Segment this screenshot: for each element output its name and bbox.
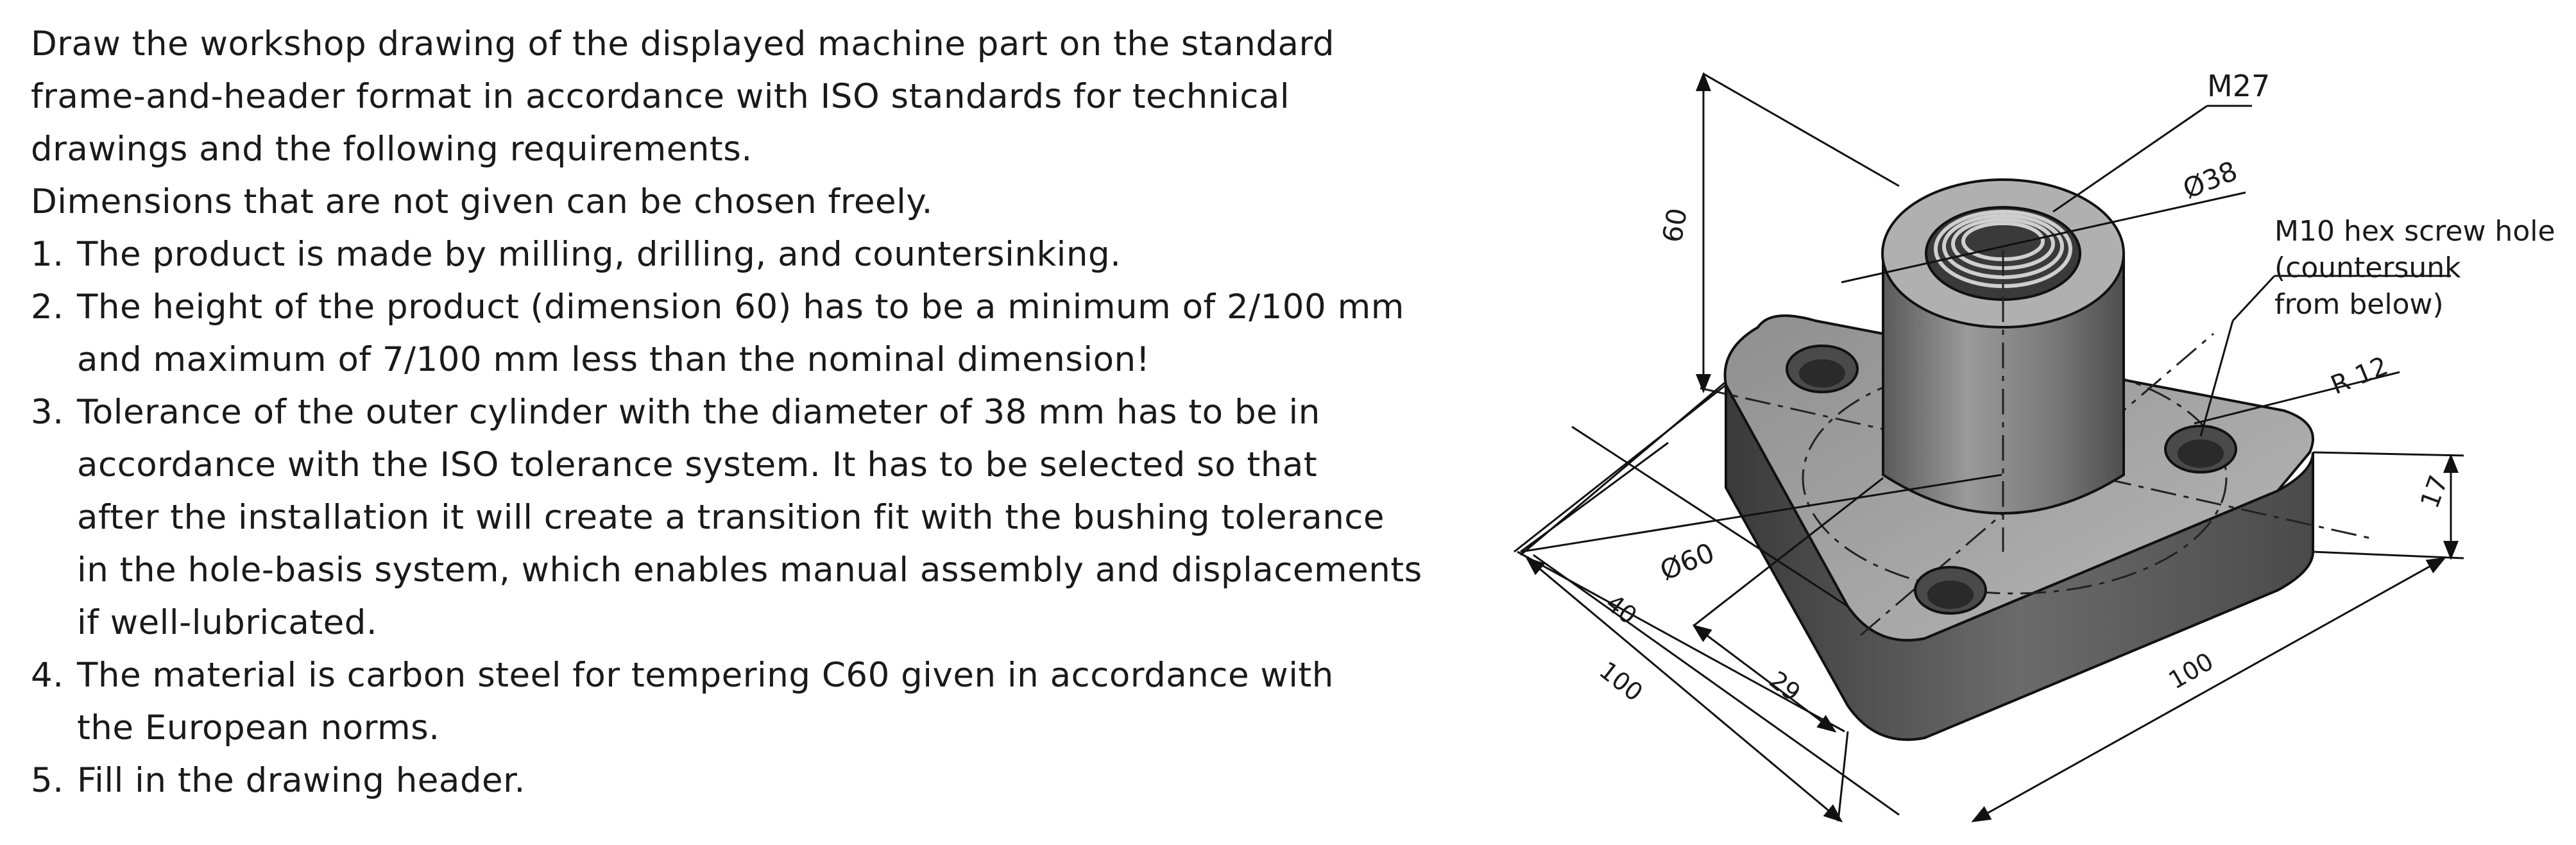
requirement-number: 3. [31, 393, 64, 432]
dimension-29-label: 29 [1764, 665, 1806, 707]
dimension-100-left-label: 100 [1594, 656, 1648, 707]
requirement-line: The height of the product (dimension 60) has to be a minimum of 2/100 mm [77, 287, 1404, 327]
requirement-line: if well-lubricated. [77, 603, 378, 642]
machine-part-isometric-drawing [1367, 0, 2573, 845]
height-label: 60 [1656, 205, 1694, 245]
requirement-number: 4. [31, 656, 64, 695]
hole-callout-line: M10 hex screw hole [2274, 215, 2555, 248]
requirement-line: The product is made by milling, drilling, and countersinking. [77, 235, 1122, 274]
outer-diameter-label: Ø38 [2178, 155, 2242, 205]
requirement-line: Fill in the drawing header. [77, 761, 525, 800]
dimension-100-right-label: 100 [2163, 647, 2219, 695]
requirement-number: 1. [31, 235, 64, 274]
requirement-item [31, 281, 1429, 386]
screw-hole [1787, 346, 1857, 392]
requirement-line: accordance with the ISO tolerance system. It has to be selected so that [77, 445, 1318, 484]
requirement-item [31, 649, 1429, 755]
bolt-circle-label: Ø60 [1655, 536, 1719, 587]
dimension-40-label: 40 [1600, 588, 1642, 630]
hole-callout-line: (countersunk [2274, 252, 2461, 284]
requirement-number: 5. [31, 761, 64, 800]
intro-line: drawings and the following requirements. [31, 130, 753, 169]
requirement-item [31, 228, 1429, 281]
intro-line: Draw the workshop drawing of the displayed machine part on the standard [31, 24, 1335, 64]
base-thickness-label: 17 [2415, 471, 2454, 513]
requirement-line: and maximum of 7/100 mm less than the nominal dimension! [77, 340, 1150, 379]
requirement-item [31, 755, 1429, 807]
assignment-text [31, 18, 1429, 807]
requirement-line: The material is carbon steel for tempering C60 given in accordance with [77, 656, 1334, 695]
intro-line: Dimensions that are not given can be chosen freely. [31, 182, 933, 221]
requirement-number: 2. [31, 287, 64, 327]
requirement-line: the European norms. [77, 708, 440, 747]
thread-label: M27 [2207, 69, 2271, 103]
requirement-line: after the installation it will create a transition fit with the bushing tolerance [77, 498, 1385, 537]
hole-callout-line: from below) [2274, 288, 2444, 321]
screw-hole [1915, 567, 1986, 613]
intro-line: frame-and-header format in accordance with ISO standards for technical [31, 77, 1290, 116]
requirement-line: Tolerance of the outer cylinder with the diameter of 38 mm has to be in [77, 393, 1320, 432]
requirement-item [31, 386, 1429, 649]
requirement-line: in the hole-basis system, which enables manual assembly and displacements [77, 551, 1422, 590]
radius-label: R 12 [2326, 351, 2393, 401]
